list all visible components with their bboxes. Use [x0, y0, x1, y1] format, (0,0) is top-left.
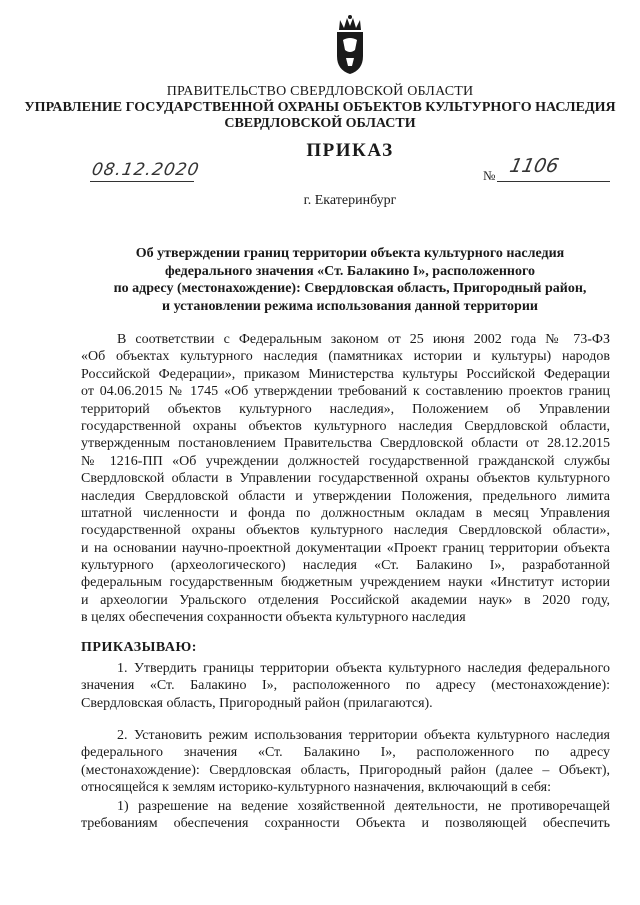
item-line: 2. Установить режим использования территории объекта культурного наследия	[117, 728, 610, 743]
document-type-title: ПРИКАЗ	[306, 140, 394, 161]
government-name: ПРАВИТЕЛЬСТВО СВЕРДЛОВСКОЙ ОБЛАСТИ	[166, 84, 474, 99]
preamble-line: и на основании научно-проектной документации «Проект границ территории объекта	[81, 540, 610, 556]
order-item-2-1	[81, 798, 610, 833]
preamble-line: Свердловской области в Управлении государственной охраны объектов культурного	[81, 471, 610, 487]
number-label: №	[483, 168, 496, 183]
handwritten-date: 08.12.2020	[90, 160, 202, 180]
subject-line: по адресу (местонахождение): Свердловская область, Пригородный район,	[113, 281, 587, 296]
item-line: 1. Утвердить границы территории объекта культурного наследия федерального	[117, 661, 610, 676]
subject-line: и установлении режима использования данной территории	[162, 298, 538, 314]
item-line: федерального значения «Ст. Балакино I», расположенного по адресу	[81, 745, 610, 761]
order-heading: ПРИКАЗЫВАЮ:	[81, 640, 197, 655]
item-line: Свердловская область, Пригородный район (прилагаются).	[81, 695, 433, 711]
order-item-1	[81, 660, 610, 712]
preamble-line: территорий объектов культурного наследия», Положением об Управлении	[81, 401, 610, 417]
handwritten-number: 1106	[507, 155, 561, 177]
subject-heading	[0, 245, 640, 315]
city: г. Екатеринбург	[303, 193, 397, 208]
preamble-line: Российской Федерации», приказом Министерства культуры Российской Федерации	[81, 366, 610, 382]
preamble-line: «Об объектах культурного наследия (памятниках истории и культуры) народов	[81, 349, 610, 365]
subject-line: Об утверждении границ территории объекта культурного наследия	[135, 246, 565, 261]
coat-of-arms-icon	[331, 14, 369, 76]
item-line: требованиям обеспечения сохранности Объекта и позволяющей обеспечить	[81, 816, 610, 832]
preamble-line: в целях обеспечения сохранности объекта культурного наследия	[81, 610, 466, 626]
department-name-line2: СВЕРДЛОВСКОЙ ОБЛАСТИ	[224, 116, 416, 131]
preamble-line: федеральным государственным бюджетным учреждением науки «Институт истории	[81, 575, 610, 591]
preamble-line: утвержденным постановлением Правительства Свердловской области от 28.12.2015	[81, 436, 610, 452]
preamble-line: № 1216-ПП «Об учреждении должностей государственной гражданской службы	[81, 453, 610, 469]
item-line: (местонахождение): Свердловская область, Пригородный район (далее – Объект),	[81, 762, 610, 778]
item-line: относящейся к землям историко-культурного назначения, включающий в себя:	[81, 780, 551, 796]
preamble-line: штатной численности и фонда по должностным окладам в месяц Управления	[81, 505, 610, 521]
department-name-line1: УПРАВЛЕНИЕ ГОСУДАРСТВЕННОЙ ОХРАНЫ ОБЪЕКТОВ КУЛЬТУРНОГО НАСЛЕДИЯ	[24, 100, 616, 115]
preamble-line: от 04.06.2015 № 1745 «Об утверждении требований к составлению проектов границ	[81, 384, 610, 400]
item-line: 1) разрешение на ведение хозяйственной деятельности, не противоречащей	[117, 799, 610, 814]
preamble-line: культурного (археологического) наследия «Ст. Балакино I», разработанной	[81, 558, 610, 574]
preamble-line: В соответствии с Федеральным законом от 25 июня 2002 года № 73-ФЗ	[117, 332, 610, 347]
preamble-line: государственной охраны объектов культурного наследия Свердловской области»,	[81, 523, 610, 539]
subject-line: федерального значения «Ст. Балакино I», расположенного	[164, 263, 536, 279]
order-item-2	[81, 727, 610, 797]
item-line: значения «Ст. Балакино I», расположенного по адресу (местонахождение):	[81, 678, 610, 694]
preamble-line: государственной охраны объектов культурного наследия Свердловской области,	[81, 418, 610, 434]
preamble-line: и археологии Уральского отделения Российской академии наук» в 2020 году,	[81, 592, 610, 608]
preamble-paragraph	[81, 331, 610, 627]
preamble-line: наследия Свердловской области и утверждении Положения, предельного лимита	[81, 488, 610, 504]
